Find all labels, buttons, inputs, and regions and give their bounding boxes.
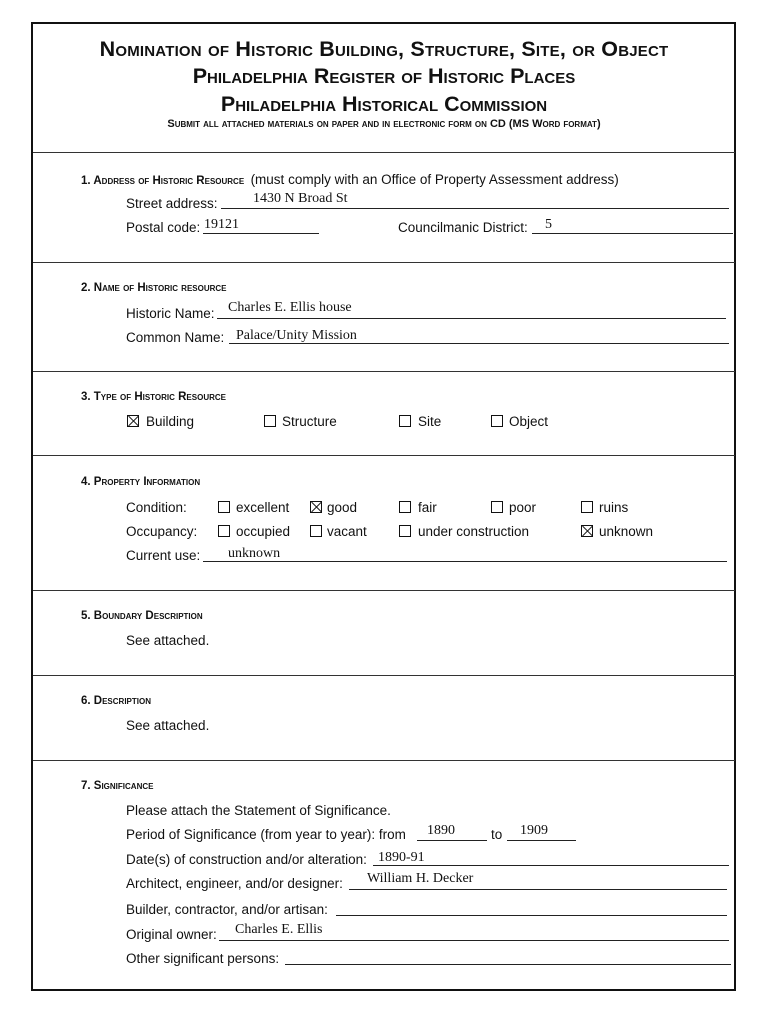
period-to-field[interactable] xyxy=(507,840,576,841)
good-checkbox[interactable] xyxy=(310,501,322,513)
submission-note: Submit all attached materials on paper and in electronic form on CD (MS Word format) xyxy=(167,118,601,130)
period-label: Period of Significance (from year to year): from xyxy=(126,827,406,842)
common-name-value: Palace/Unity Mission xyxy=(236,328,357,343)
object-label: Object xyxy=(509,414,549,429)
current-use-value: unknown xyxy=(228,546,281,561)
construction-dates-value: 1890-91 xyxy=(378,850,425,865)
excellent-checkbox[interactable] xyxy=(218,501,230,513)
fair-label: fair xyxy=(418,500,437,515)
builder-field[interactable] xyxy=(336,915,727,916)
site-label: Site xyxy=(418,414,442,429)
section-1-heading xyxy=(81,172,619,187)
period-from-field[interactable] xyxy=(417,840,487,841)
architect-label: Architect, engineer, and/or designer: xyxy=(126,876,343,891)
ruins-label: ruins xyxy=(599,500,629,515)
section-3-heading: 3. Type of Historic Resource xyxy=(81,391,226,403)
historic-name-field[interactable] xyxy=(217,318,726,319)
structure-label: Structure xyxy=(282,414,337,429)
architect-value: William H. Decker xyxy=(367,871,474,886)
postal-code-value: 19121 xyxy=(204,217,239,232)
historic-name-label: Historic Name: xyxy=(126,306,215,321)
description-text: See attached. xyxy=(126,718,210,733)
occupancy-label: Occupancy: xyxy=(126,524,198,539)
period-to-label: to xyxy=(491,827,503,842)
district-value: 5 xyxy=(545,217,552,232)
section-5-heading: 5. Boundary Description xyxy=(81,610,203,622)
architect-field[interactable] xyxy=(349,889,727,890)
current-use-label: Current use: xyxy=(126,548,201,563)
period-to-value: 1909 xyxy=(520,823,548,838)
object-checkbox[interactable] xyxy=(491,415,503,427)
district-field[interactable] xyxy=(532,233,733,234)
section-divider xyxy=(33,371,735,372)
form-title: Nomination of Historic Building, Structure, Site, or Object xyxy=(99,37,669,61)
period-from-value: 1890 xyxy=(427,823,455,838)
postal-code-label: Postal code: xyxy=(126,220,201,235)
section-divider xyxy=(33,675,735,676)
street-address-field[interactable] xyxy=(221,208,729,209)
street-address-label: Street address: xyxy=(126,196,218,211)
section-divider xyxy=(33,760,735,761)
section-divider xyxy=(33,152,735,153)
district-label: Councilmanic District: xyxy=(398,220,528,235)
occupied-label: occupied xyxy=(236,524,291,539)
unknown-label: unknown xyxy=(599,524,654,539)
good-label: good xyxy=(327,500,358,515)
poor-label: poor xyxy=(509,500,537,515)
section-2-heading: 2. Name of Historic resource xyxy=(81,282,227,294)
under-construction-checkbox[interactable] xyxy=(399,525,411,537)
poor-checkbox[interactable] xyxy=(491,501,503,513)
common-name-label: Common Name: xyxy=(126,330,225,345)
commission-title: Philadelphia Historical Commission xyxy=(220,92,548,116)
section-divider xyxy=(33,262,735,263)
other-persons-field[interactable] xyxy=(285,964,731,965)
vacant-checkbox[interactable] xyxy=(310,525,322,537)
building-checkbox[interactable] xyxy=(127,415,139,427)
section-1-note: (must comply with an Office of Property Assessment address) xyxy=(250,172,619,187)
other-persons-label: Other significant persons: xyxy=(126,951,280,966)
site-checkbox[interactable] xyxy=(399,415,411,427)
original-owner-value: Charles E. Ellis xyxy=(235,922,323,937)
historic-name-value: Charles E. Ellis house xyxy=(228,300,352,315)
building-label: Building xyxy=(146,414,195,429)
vacant-label: vacant xyxy=(327,524,367,539)
section-4-heading: 4. Property Information xyxy=(81,476,201,488)
significance-instruction: Please attach the Statement of Significance. xyxy=(126,803,391,818)
excellent-label: excellent xyxy=(236,500,290,515)
boundary-description-text: See attached. xyxy=(126,633,210,648)
section-divider xyxy=(33,455,735,456)
condition-label: Condition: xyxy=(126,500,187,515)
builder-label: Builder, contractor, and/or artisan: xyxy=(126,902,328,917)
current-use-field[interactable] xyxy=(203,561,727,562)
postal-code-field[interactable] xyxy=(203,233,319,234)
register-title: Philadelphia Register of Historic Places xyxy=(192,64,576,88)
construction-dates-field[interactable] xyxy=(373,865,729,866)
section-divider xyxy=(33,590,735,591)
section-7-heading: 7. Significance xyxy=(81,780,154,792)
unknown-checkbox[interactable] xyxy=(581,525,593,537)
construction-dates-label: Date(s) of construction and/or alteration: xyxy=(126,852,367,867)
original-owner-label: Original owner: xyxy=(126,927,217,942)
section-1-title: 1. Address of Historic Resource xyxy=(81,175,245,187)
occupied-checkbox[interactable] xyxy=(218,525,230,537)
ruins-checkbox[interactable] xyxy=(581,501,593,513)
section-6-heading: 6. Description xyxy=(81,695,151,707)
fair-checkbox[interactable] xyxy=(399,501,411,513)
original-owner-field[interactable] xyxy=(219,940,729,941)
structure-checkbox[interactable] xyxy=(264,415,276,427)
street-address-value: 1430 N Broad St xyxy=(253,191,348,206)
under-construction-label: under construction xyxy=(418,524,530,539)
